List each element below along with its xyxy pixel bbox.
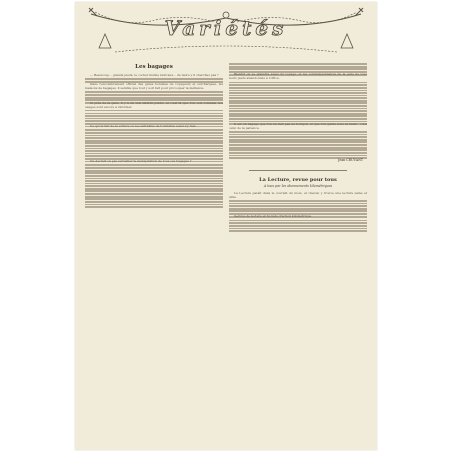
text-lines	[85, 180, 223, 184]
section-title: Variétés	[164, 16, 288, 40]
left-column	[85, 62, 223, 446]
text-lines	[229, 82, 367, 86]
article-heading: Les bagages	[135, 64, 173, 70]
section-divider	[249, 170, 347, 171]
article-paragraph: Ne devrait-on pas surveiller la manipulation de tous ces bagages ?	[90, 159, 192, 164]
text-lines	[85, 164, 223, 168]
text-lines	[229, 102, 367, 106]
text-lines	[229, 113, 367, 117]
article-heading: La Lecture, revue pour tous	[259, 176, 337, 183]
article-paragraph: Ce qu'on fait de la voiture ou les entrailles de l'omnibus aussi s'y met.	[90, 124, 197, 129]
text-lines	[85, 135, 223, 139]
newspaper-page	[75, 2, 377, 450]
text-lines	[229, 152, 367, 156]
article-paragraph: Si près de la gare, il y a un vrai intérêt public, et c'est là que l'on voit combien nos usages sont encore à réformer.	[85, 100, 223, 109]
text-lines	[229, 205, 367, 209]
text-lines	[229, 141, 367, 145]
text-lines	[85, 110, 223, 114]
article-subheading: A tous par les abonnements kilométriques	[263, 183, 333, 188]
text-lines	[85, 185, 223, 189]
article-paragraph: Dans l'encombrement officiel des gares bondées de voyageurs et surchargées, les maisons de bagages, il semble que tout y soit fait pour provoquer la méfiance.	[85, 82, 223, 91]
text-lines	[229, 63, 367, 67]
text-lines	[229, 97, 367, 101]
text-lines	[229, 131, 367, 135]
text-lines	[229, 200, 367, 204]
text-lines	[229, 225, 367, 229]
masthead-banner	[85, 4, 367, 58]
article-paragraph: Bientôt on se plaindra aussi du voyage, et les commissionnaires de la gare de tous leurs pieds abandonnés à l'office.	[229, 72, 367, 81]
text-lines	[85, 140, 223, 144]
text-lines	[229, 92, 367, 96]
article-paragraph: — Beaucoup... grands pieds, le cocher inutile radicaux... de nuire y il cherchez pas ?	[90, 73, 219, 77]
text-lines	[85, 196, 223, 200]
text-lines	[85, 91, 223, 95]
text-lines	[85, 150, 223, 154]
article-paragraph: Service de lecture et Société d'action kilométrique	[234, 214, 312, 219]
text-lines	[229, 147, 367, 151]
text-lines	[85, 145, 223, 149]
text-lines	[229, 87, 367, 91]
text-lines	[85, 201, 223, 205]
article-paragraph: Il est un bagage que l'on ne met pas au fourgon, et que l'on garde sous sa main : c'est celui de la patience.	[229, 121, 367, 130]
author-signature: Jean CRUVANT	[338, 157, 363, 162]
text-lines	[85, 190, 223, 194]
right-column	[229, 62, 367, 446]
text-lines	[85, 129, 223, 133]
text-lines	[229, 108, 367, 112]
text-lines	[85, 115, 223, 119]
article-paragraph: La Lecture paraît dans le courant du mois, et chacun y trouve une lecture saine et utile.	[229, 190, 367, 199]
text-lines	[229, 220, 367, 224]
text-lines	[229, 136, 367, 140]
text-lines	[85, 175, 223, 179]
text-lines	[85, 170, 223, 174]
